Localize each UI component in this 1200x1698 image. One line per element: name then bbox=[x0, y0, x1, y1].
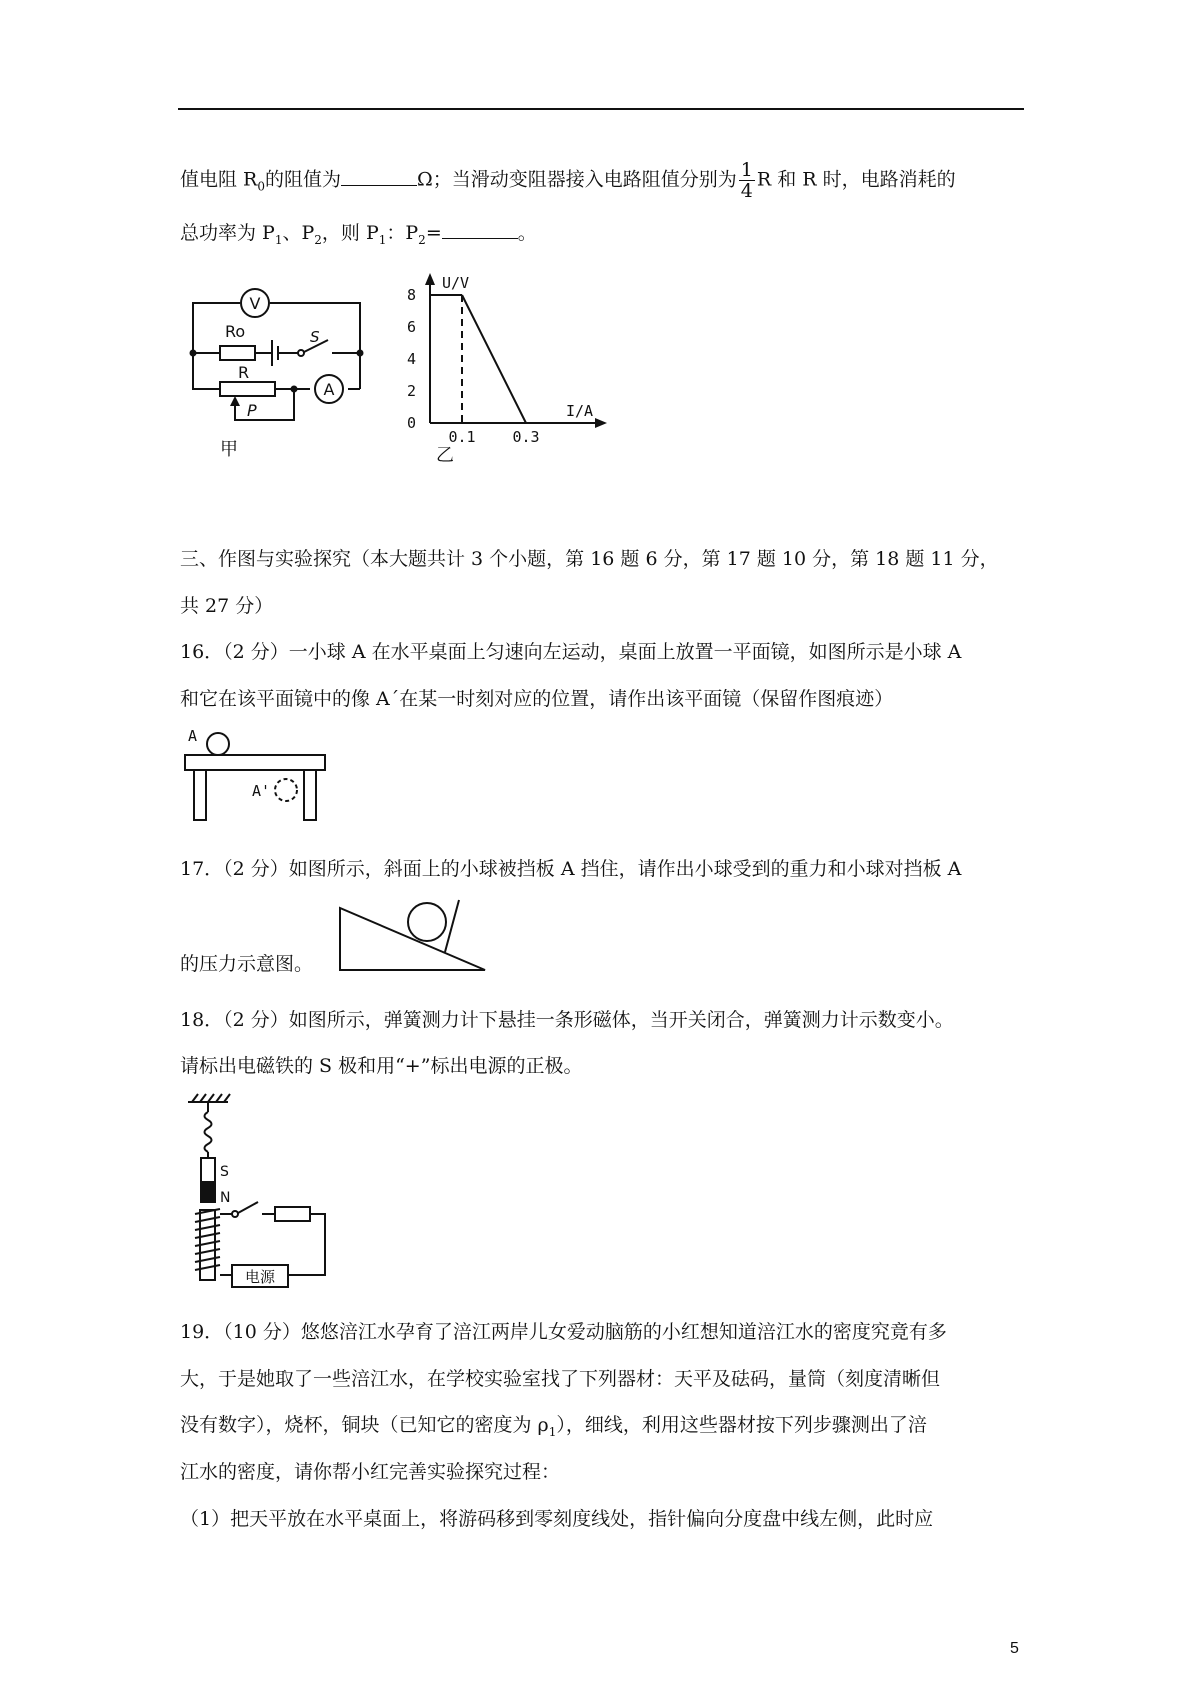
coil-icon bbox=[195, 1209, 220, 1270]
subscript: 0 bbox=[257, 179, 265, 194]
electromagnet-figure bbox=[180, 1092, 340, 1292]
q16-line-1: 16．（2 分）一小球 A 在水平桌面上匀速向左运动，桌面上放置一平面镜，如图所示是小球 A bbox=[180, 641, 962, 663]
slider-label: P bbox=[247, 401, 257, 420]
baffle-a-icon bbox=[445, 900, 459, 952]
q19-line-5: （1）把天平放在水平桌面上，将游码移到零刻度线处，指针偏向分度盘中线左侧，此时应 bbox=[180, 1508, 934, 1530]
series-line bbox=[462, 295, 526, 423]
switch-label: S bbox=[310, 328, 320, 346]
answer-blank-ratio[interactable] bbox=[442, 218, 518, 239]
magnet-n-label: N bbox=[220, 1190, 231, 1206]
q19-line-4: 江水的密度，请你帮小红完善实验探究过程： bbox=[180, 1461, 561, 1483]
y-tick-label: 0 bbox=[406, 414, 416, 432]
circuit-diagram-jia bbox=[180, 280, 370, 465]
q18-line-2: 请标出电磁铁的 S 极和用“+”标出电源的正极。 bbox=[180, 1055, 583, 1077]
text: ），细线，利用这些器材按下列步骤测出了涪 bbox=[556, 1414, 927, 1436]
table-mirror-figure bbox=[180, 728, 340, 828]
text: 总功率为 P bbox=[180, 222, 275, 244]
q15-line-2 bbox=[180, 218, 537, 254]
figure-caption-jia: 甲 bbox=[220, 439, 238, 460]
slider-arrow-icon bbox=[230, 396, 240, 406]
table-top-icon bbox=[185, 755, 325, 770]
fraction-denominator: 4 bbox=[740, 180, 753, 202]
fraction-one-quarter bbox=[739, 160, 755, 201]
ball-icon bbox=[408, 903, 446, 941]
q19-line-2: 大，于是她取了一些涪江水，在学校实验室找了下列器材：天平及砝码，量筒（刻度清晰但 bbox=[180, 1368, 941, 1390]
text: R 和 R 时，电路消耗的 bbox=[756, 168, 956, 191]
text: = bbox=[425, 222, 442, 244]
y-axis-arrow-icon bbox=[425, 273, 435, 285]
subscript: 1 bbox=[378, 232, 387, 247]
y-tick-label: 8 bbox=[406, 286, 416, 304]
r0-resistor-icon bbox=[220, 346, 255, 360]
q15-line-1 bbox=[180, 160, 956, 201]
x-axis-label: I/A bbox=[566, 402, 594, 420]
y-tick-label: 6 bbox=[406, 318, 416, 336]
text: ，则 P bbox=[321, 222, 379, 244]
q17-line-2: 的压力示意图。 bbox=[180, 953, 314, 975]
text: 。 bbox=[517, 222, 537, 244]
incline-figure bbox=[335, 890, 495, 975]
switch-icon bbox=[238, 1202, 258, 1213]
q18-line-1: 18．（2 分）如图所示，弹簧测力计下悬挂一条形磁体，当开关闭合，弹簧测力计示数变小。 bbox=[180, 1009, 954, 1031]
section-3-heading-line-1: 三、作图与实验探究（本大题共计 3 个小题，第 16 题 6 分，第 17 题 10 分，第 18 题 11 分， bbox=[180, 548, 999, 570]
y-axis-label: U/V bbox=[442, 274, 470, 292]
q17-line-1: 17．（2 分）如图所示，斜面上的小球被挡板 A 挡住，请作出小球受到的重力和小球对挡板 A bbox=[180, 858, 962, 880]
text: 值电阻 R bbox=[180, 168, 258, 191]
text: 的阻值为 bbox=[265, 168, 342, 191]
ball-image-icon bbox=[275, 779, 297, 801]
text: 没有数字），烧杯，铜块（已知它的密度为 ρ bbox=[180, 1414, 549, 1436]
header-rule bbox=[178, 108, 1024, 110]
table-leg-right-icon bbox=[304, 770, 316, 820]
y-tick-label: 2 bbox=[406, 382, 416, 400]
text: ：P bbox=[386, 222, 419, 244]
power-source-label: 电源 bbox=[244, 1268, 276, 1286]
resistor-icon bbox=[275, 1207, 310, 1221]
incline-icon bbox=[340, 908, 485, 970]
rheostat-icon bbox=[220, 382, 275, 396]
text: 、P bbox=[282, 222, 315, 244]
q19-line-3 bbox=[180, 1411, 927, 1446]
y-tick-label: 4 bbox=[406, 350, 416, 368]
q19-line-1: 19．（10 分）悠悠涪江水孕育了涪江两岸儿女爱动脑筋的小红想知道涪江水的密度究竟有多 bbox=[180, 1321, 947, 1343]
r0-label: Ro bbox=[225, 322, 246, 341]
subscript: 1 bbox=[548, 1424, 557, 1439]
subscript: 1 bbox=[274, 232, 283, 247]
x-axis-arrow-icon bbox=[595, 418, 607, 428]
ball-a-icon bbox=[207, 733, 229, 755]
fraction-numerator: 1 bbox=[740, 159, 753, 181]
x-tick-label: 0.3 bbox=[512, 428, 540, 446]
voltmeter-label: V bbox=[249, 294, 261, 313]
spring-icon bbox=[205, 1112, 212, 1152]
x-tick-label: 0.1 bbox=[448, 428, 476, 446]
ball-a-label: A bbox=[188, 727, 198, 745]
answer-blank-r0[interactable] bbox=[341, 165, 417, 186]
r-label: R bbox=[238, 363, 250, 382]
q16-line-2: 和它在该平面镜中的像 A´在某一时刻对应的位置，请作出该平面镜（保留作图痕迹） bbox=[180, 688, 894, 710]
text: Ω；当滑动变阻器接入电路阻值分别为 bbox=[417, 168, 737, 191]
table-leg-left-icon bbox=[194, 770, 206, 820]
magnet-s-label: S bbox=[220, 1164, 229, 1180]
section-3-heading-line-2: 共 27 分） bbox=[180, 595, 274, 617]
subscript: 2 bbox=[418, 232, 426, 247]
ammeter-label: A bbox=[323, 380, 335, 399]
page-number: 5 bbox=[1010, 1640, 1019, 1657]
figure-caption-yi: 乙 bbox=[436, 445, 454, 466]
subscript: 2 bbox=[314, 232, 322, 247]
ui-graph-yi bbox=[400, 268, 620, 468]
ball-image-label: A' bbox=[252, 782, 271, 800]
